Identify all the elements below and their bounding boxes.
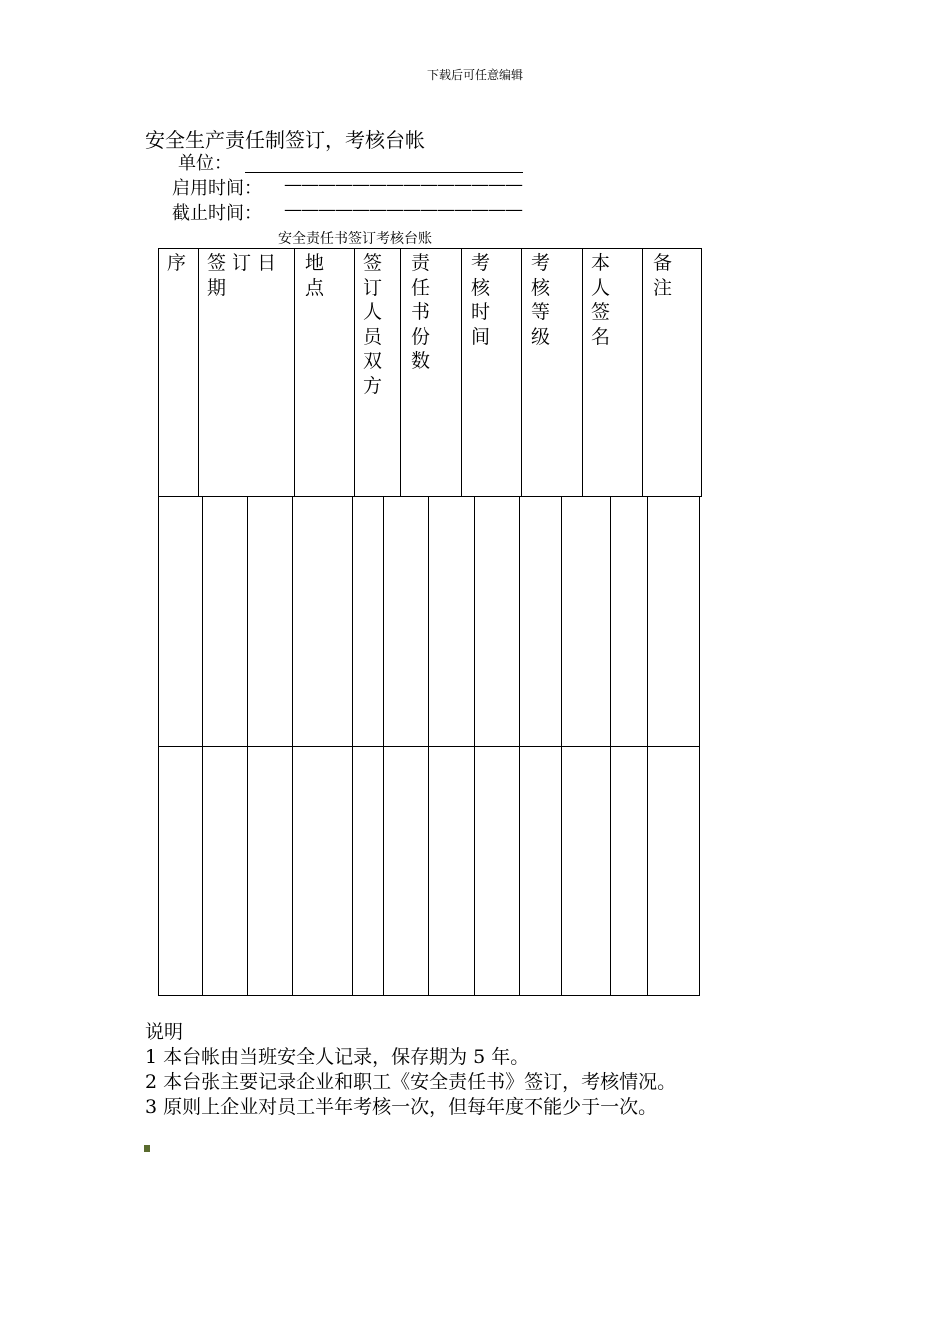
column-divider <box>294 249 295 496</box>
column-header-seq: 序 <box>167 252 187 274</box>
column-divider <box>198 249 199 496</box>
column-header-remarks: 备注 <box>653 252 673 299</box>
document-title: 安全生产责任制签订，考核台帐 <box>145 128 425 152</box>
column-header-copies: 责任书份数 <box>411 252 431 372</box>
end-time-label: 截止时间： <box>172 203 262 224</box>
unit-fill-line <box>245 172 523 173</box>
note-item: 1 本台帐由当班安全人记录，保存期为 5 年。 <box>145 1046 530 1068</box>
column-header-sign-date: 签 订 日期 <box>207 252 277 299</box>
note-item: 2 本台张主要记录企业和职工《安全责任书》签订，考核情况。 <box>145 1071 677 1093</box>
column-header-signing-parties: 签订人员双方 <box>363 252 383 397</box>
header-note: 下载后可任意编辑 <box>426 68 523 82</box>
unit-label: 单位： <box>178 153 232 174</box>
table-caption: 安全责任书签订考核台账 <box>278 231 432 247</box>
end-time-value: —————————————— <box>284 199 522 220</box>
page-marker-icon <box>144 1145 150 1152</box>
column-header-location: 地点 <box>305 252 325 299</box>
column-divider <box>521 249 522 496</box>
column-divider <box>400 249 401 496</box>
notes-heading: 说明 <box>145 1021 184 1043</box>
table-row-divider <box>159 746 699 747</box>
column-divider <box>354 249 355 496</box>
column-divider <box>461 249 462 496</box>
start-time-label: 启用时间： <box>172 178 262 199</box>
column-header-review-grade: 考核等级 <box>531 252 551 348</box>
start-time-value: —————————————— <box>284 174 522 195</box>
ledger-body-grid <box>158 497 700 996</box>
column-divider <box>582 249 583 496</box>
column-divider <box>642 249 643 496</box>
ledger-header-row <box>158 248 702 497</box>
note-item: 3 原则上企业对员工半年考核一次，但每年度不能少于一次。 <box>145 1096 658 1118</box>
column-header-signature: 本人签名 <box>591 252 611 348</box>
notes-section <box>145 1020 676 1120</box>
column-header-review-time: 考核时间 <box>471 252 491 348</box>
